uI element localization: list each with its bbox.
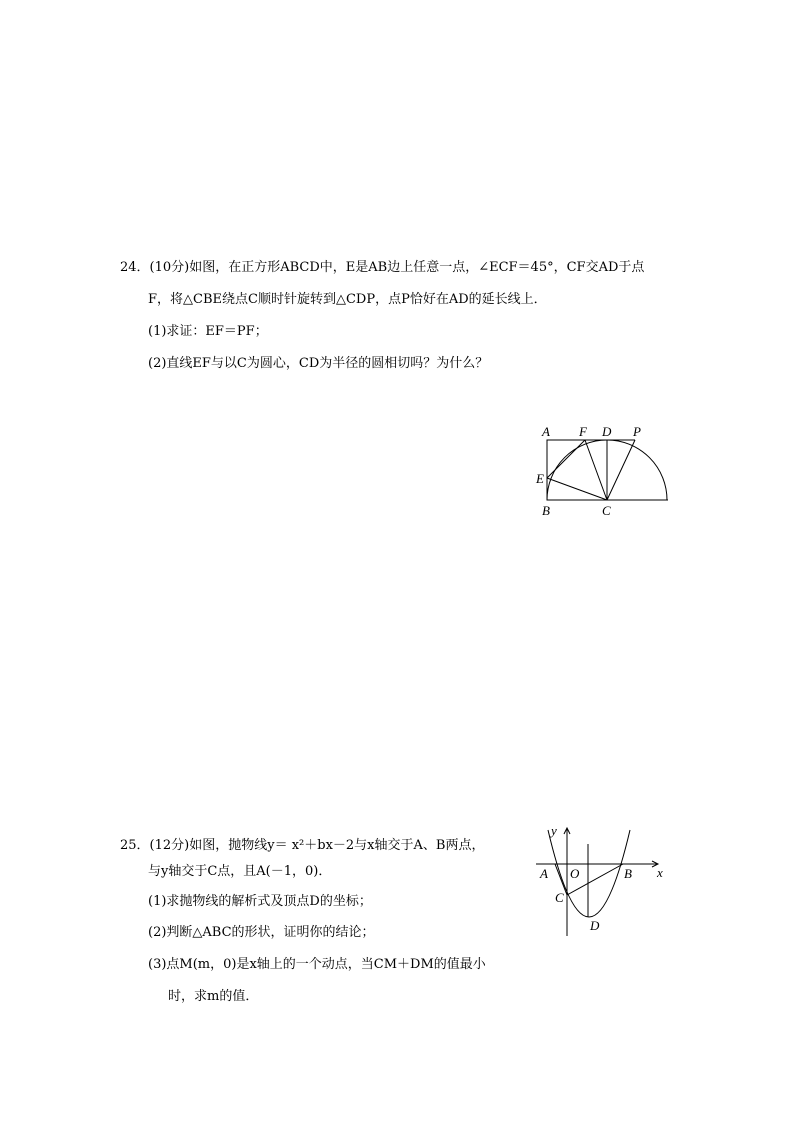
label-a: A (542, 424, 550, 439)
q24-part1: (1)求证：EF＝PF； (148, 324, 268, 339)
label-o: O (570, 866, 580, 881)
segment-cp (607, 440, 635, 500)
q24-line2: F，将△CBE绕点C顺时针旋转到△CDP，点P恰好在AD的延长线上． (148, 292, 547, 307)
q25-line2: 与y轴交于C点，且A(－1，0)． (148, 864, 332, 879)
q24-figure (530, 420, 680, 520)
q25-part3: (3)点M(m，0)是x轴上的一个动点，当CM＋DM的值最小 (148, 957, 486, 972)
q25-part3b: 时，求m的值． (168, 989, 259, 1004)
segment-ef (547, 440, 585, 478)
q25-part2: (2)判断△ABC的形状，证明你的结论； (148, 925, 375, 940)
label-d: D (602, 424, 612, 439)
label-b: B (542, 503, 550, 518)
q25-line1: 25．(12分)如图，抛物线y＝ x²＋bx－2与x轴交于A、B两点， (120, 838, 485, 853)
label-a: A (540, 866, 548, 881)
label-c: C (602, 503, 611, 518)
q25-part1: (1)求抛物线的解析式及顶点D的坐标； (148, 894, 372, 909)
label-e: E (536, 471, 544, 486)
q24-line1: 24．(10分)如图，在正方形ABCD中，E是AB边上任意一点，∠ECF＝45°，CF交AD于点 (120, 260, 645, 275)
label-c: C (555, 890, 564, 905)
label-y: y (551, 823, 557, 838)
q25-figure (530, 822, 670, 942)
square-abcd (547, 440, 607, 500)
q24-part2: (2)直线EF与以C为圆心，CD为半径的圆相切吗？为什么？ (148, 356, 489, 371)
label-f: F (579, 424, 587, 439)
label-x: x (657, 865, 663, 880)
label-d: D (590, 918, 600, 933)
segment-ce (547, 478, 607, 500)
segment-cf (585, 440, 607, 500)
label-p: P (633, 424, 641, 439)
label-b: B (624, 866, 632, 881)
